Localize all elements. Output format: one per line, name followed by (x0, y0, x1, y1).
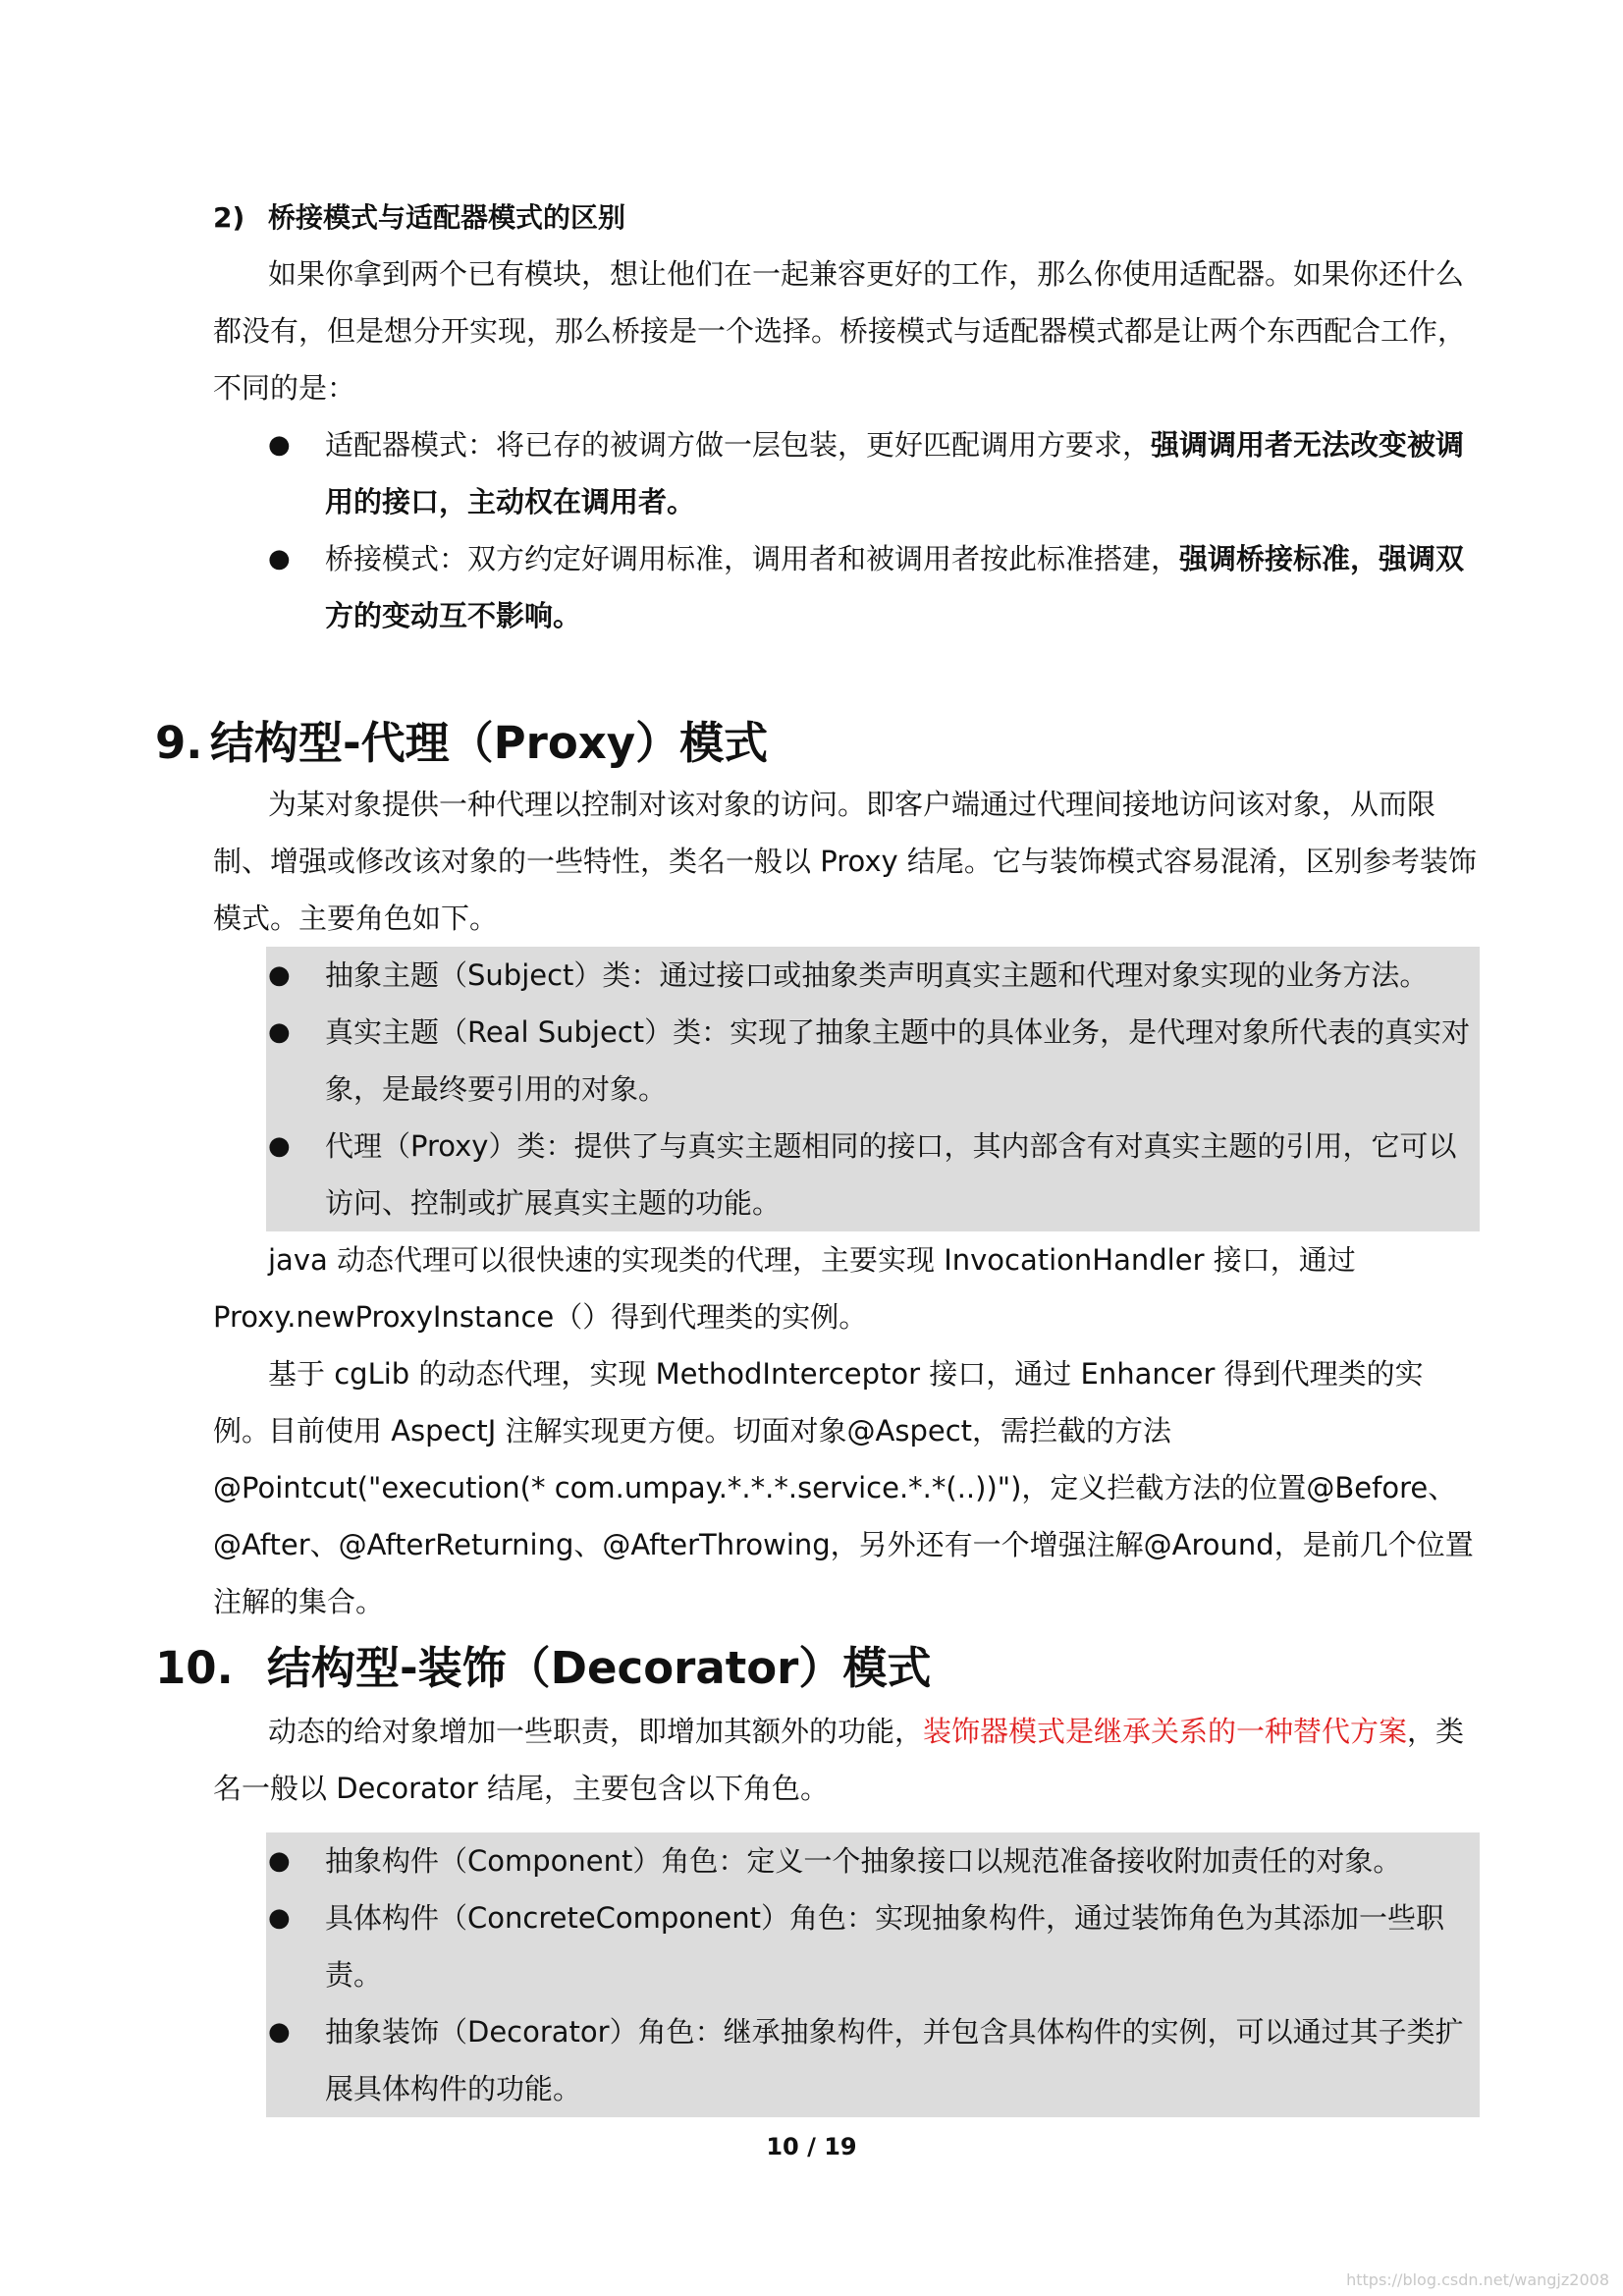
list-item: ● 具体构件（ConcreteComponent）角色：实现抽象构件，通过装饰角色为其添加一些职责。 (266, 1889, 1480, 2003)
proxy-intro-paragraph: 为某对象提供一种代理以控制对该对象的访问。即客户端通过代理间接地访问该对象，从而限制、增强或修改该对象的一些特性，类名一般以 Proxy 结尾。它与装饰模式容易混淆，区别参考装饰模式。主要角色如下。 (213, 788, 1477, 935)
list-item: ● 抽象装饰（Decorator）角色：继承抽象构件，并包含具体构件的实例，可以通过其子类扩展具体构件的功能。 (266, 2003, 1480, 2117)
bridge-intro-paragraph: 如果你拿到两个已有模块，想让他们在一起兼容更好的工作，那么你使用适配器。如果你还什么都没有，但是想分开实现，那么桥接是一个选择。桥接模式与适配器模式都是让两个东西配合工作，不同的是： (213, 257, 1467, 405)
bullet-icon: ● (268, 1903, 291, 1933)
section-title: 结构型-代理（Proxy）模式 (210, 717, 769, 769)
bullet-icon: ● (268, 544, 291, 574)
subsection-title: 桥接模式与适配器模式的区别 (268, 201, 626, 234)
proxy-roles-list (266, 947, 1480, 1231)
section-number: 9. (155, 717, 203, 769)
section-title: 结构型-装饰（Decorator）模式 (267, 1642, 932, 1694)
section-number: 10. (155, 1642, 234, 1694)
section-heading-proxy (155, 707, 768, 771)
bullet-icon: ● (268, 2017, 291, 2047)
highlight-text: 装饰器模式是继承关系的一种替代方案 (923, 1715, 1408, 1748)
decorator-intro-paragraph: 动态的给对象增加一些职责，即增加其额外的功能，装饰器模式是继承关系的一种替代方案，类名一般以 Decorator 结尾，主要包含以下角色。 (213, 1715, 1465, 1805)
bridge-bullet-list (266, 416, 1480, 644)
list-item: ● 真实主题（Real Subject）类：实现了抽象主题中的具体业务，是代理对象所代表的真实对象，是最终要引用的对象。 (266, 1004, 1480, 1118)
list-item: ● 抽象主题（Subject）类：通过接口或抽象类声明真实主题和代理对象实现的业务方法。 (266, 947, 1480, 1004)
list-item: ● 适配器模式：将已存的被调方做一层包装，更好匹配调用方要求，强调调用者无法改变被调用的接口，主动权在调用者。 (266, 416, 1480, 530)
bullet-icon: ● (268, 430, 291, 460)
subsection-heading (213, 196, 625, 236)
page-number: 10 / 19 (766, 2133, 857, 2160)
proxy-cglib-paragraph: 基于 cgLib 的动态代理，实现 MethodInterceptor 接口，通过 Enhancer 得到代理类的实例。 (213, 1357, 1424, 1448)
bullet-icon: ● (268, 960, 291, 990)
bullet-icon: ● (268, 1131, 291, 1161)
list-item: ● 桥接模式：双方约定好调用标准，调用者和被调用者按此标准搭建，强调桥接标准，强调双方的变动互不影响。 (266, 530, 1480, 644)
section-heading-decorator (155, 1632, 931, 1696)
proxy-aspectj-paragraph: 目前使用 AspectJ 注解实现更方便。切面对象@Aspect，需拦截的方法@Pointcut("execution(* com.umpay.*.*.*.service.*.*(..))")，定义拦截方法的位置@Before、@After、@AfterReturning、@AfterThrowing，另外还有一个增强注解@Around，是前几个位置注解的集合。 (213, 1414, 1474, 1618)
proxy-java-paragraph: java 动态代理可以很快速的实现类的代理，主要实现 InvocationHandler 接口，通过 Proxy.newProxyInstance（）得到代理类的实例。 (213, 1243, 1356, 1334)
decorator-roles-list (266, 1832, 1480, 2117)
subsection-number: 2) (213, 201, 245, 234)
list-item: ● 抽象构件（Component）角色：定义一个抽象接口以规范准备接收附加责任的对象。 (266, 1832, 1480, 1889)
bullet-icon: ● (268, 1017, 291, 1047)
bullet-icon: ● (268, 1846, 291, 1876)
watermark: https://blog.csdn.net/wangjz2008 (1346, 2270, 1609, 2289)
list-item: ● 代理（Proxy）类：提供了与真实主题相同的接口，其内部含有对真实主题的引用，它可以访问、控制或扩展真实主题的功能。 (266, 1118, 1480, 1231)
